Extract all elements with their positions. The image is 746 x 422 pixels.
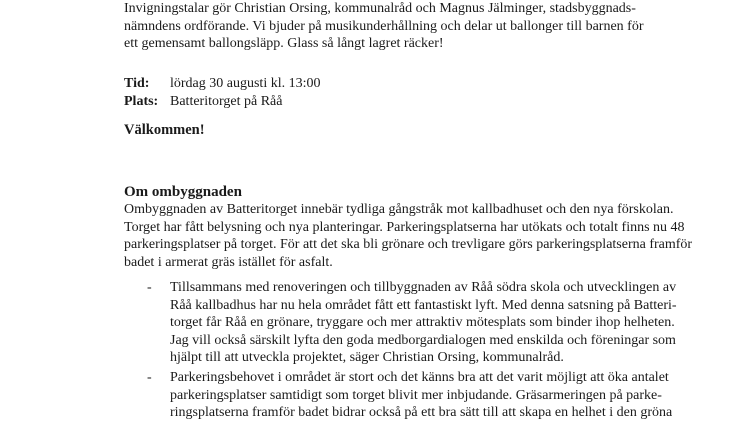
welcome-text: Välkommen!	[124, 122, 205, 138]
intro-line: Invigningstalar gör Christian Orsing, kommunalråd och Magnus Jälminger, stadsbyggnads-	[124, 1, 636, 16]
section-line: Torget har fått belysning och nya planteringar. Parkeringsplatserna har utökats och totalt finns nu 48	[124, 219, 685, 235]
section-paragraph	[124, 201, 692, 271]
place-label: Plats:	[124, 94, 159, 109]
time-value: lördag 30 augusti kl. 13:00	[170, 76, 321, 91]
place-value: Batteritorget på Råå	[170, 94, 283, 109]
section-heading: Om ombyggnaden	[124, 184, 242, 200]
intro-line: nämndens ordförande. Vi bjuder på musikunderhållning och delar ut ballonger till barnen för	[124, 18, 644, 34]
bullet-text	[170, 369, 672, 422]
bullet-line: Tillsammans med renoveringen och tillbyggnaden av Råå södra skola och utvecklingen av	[170, 280, 677, 295]
time-row	[124, 75, 321, 93]
bullet-line: Parkeringsbehovet i området är stort och det känns bra att det varit möjligt att öka antalet	[170, 370, 669, 385]
place-row	[124, 93, 321, 111]
intro-line: ett gemensamt ballongsläpp. Glass så långt lagret räcker!	[124, 36, 444, 51]
time-label: Tid:	[124, 76, 150, 91]
bullet-line: parkeringsplatser samtidigt som torget blivit mer inbjudande. Gräsarmeringen på parke-	[170, 387, 662, 403]
bullet-line: torget får Råå en grönare, tryggare och mer attraktiv mötesplats som binder ihop helheten.	[170, 315, 675, 330]
bullet-line: Råå kallbadhus har nu hela området fått ett fantastiskt lyft. Med denna satsning på Batteri-	[170, 297, 677, 313]
section-line: badet i armerat gräs istället för asfalt.	[124, 254, 333, 270]
bullet-line: Jag vill också särskilt lyfta den goda medborgardialogen med enskilda och föreningar som	[170, 332, 676, 348]
bullet-dash: -	[147, 280, 152, 295]
bullet-line: ringsplatserna framför badet bidrar också på ett bra sätt till att skapa en helhet i den gröna	[170, 405, 673, 420]
bullet-dash: -	[147, 370, 152, 385]
section-line: parkeringsplatser på torget. För att det ska bli grönare och trevligare görs parkeringsplatserna framför	[124, 237, 693, 252]
bullet-text	[170, 279, 677, 367]
bullet-line: hjälpt till att utveckla projektet, säger Christian Orsing, kommunalråd.	[170, 350, 564, 365]
intro-paragraph	[124, 0, 644, 53]
event-details	[124, 75, 321, 111]
section-line: Ombyggnaden av Batteritorget innebär tydliga gångstråk mot kallbadhuset och den nya förskolan.	[124, 202, 674, 217]
